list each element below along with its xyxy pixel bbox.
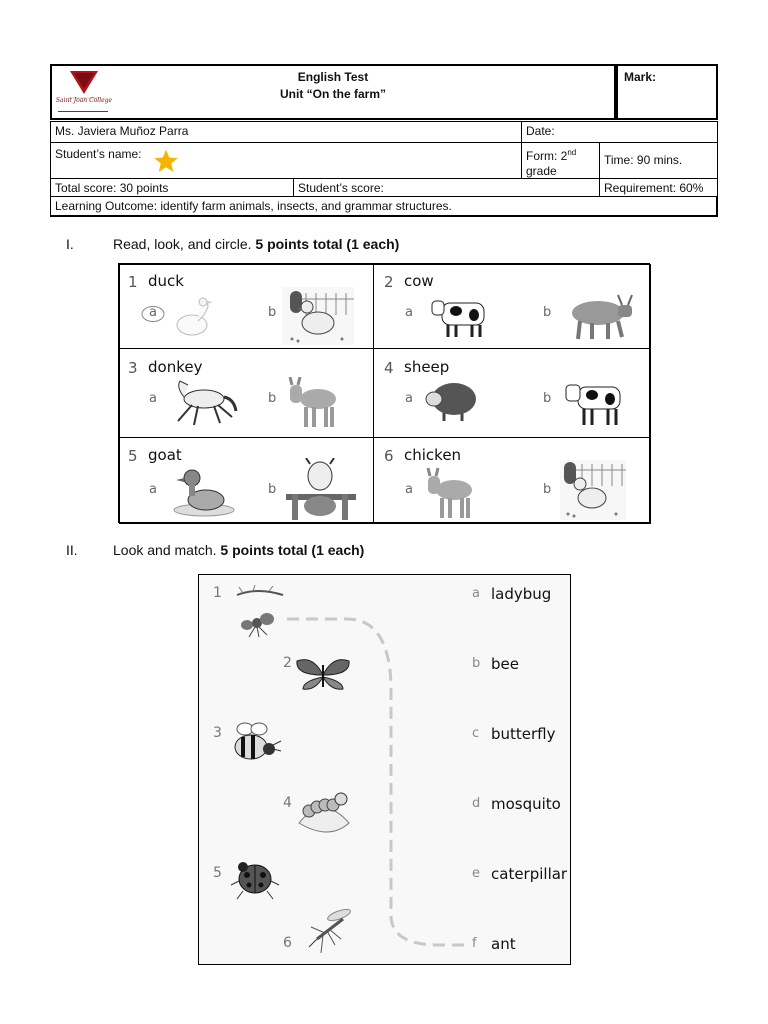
item-goat — [119, 437, 374, 524]
item-number: 6 — [384, 447, 394, 465]
option-b[interactable]: b — [268, 391, 277, 406]
student-score-cell[interactable] — [293, 178, 600, 197]
student-name-label: Student’s name: — [55, 147, 142, 161]
duck-in-water-image[interactable] — [172, 466, 236, 520]
picture-number: 3 — [213, 725, 222, 741]
section-2-instruction: Look and match. — [113, 542, 221, 558]
word-bee[interactable]: bee — [491, 655, 519, 673]
option-a[interactable]: a — [405, 482, 413, 497]
item-word: chicken — [404, 446, 462, 464]
student-name-cell[interactable] — [50, 142, 522, 179]
learning-outcome: Learning Outcome: identify farm animals, insects, and grammar structures. — [55, 199, 452, 213]
cow-image[interactable] — [562, 377, 626, 429]
duck-image[interactable] — [166, 293, 216, 341]
sheep-image[interactable] — [424, 379, 480, 423]
item-number: 2 — [384, 273, 394, 291]
option-a[interactable]: a — [405, 305, 413, 320]
mosquito-image[interactable] — [299, 905, 355, 959]
picture-number: 1 — [213, 585, 222, 601]
option-a[interactable]: a — [405, 391, 413, 406]
school-logo-text: Saint Joan College — [55, 97, 113, 104]
requirement: Requirement: 60% — [604, 181, 704, 195]
item-number: 4 — [384, 359, 394, 377]
caterpillar-image[interactable] — [295, 783, 353, 837]
option-a[interactable]: a — [149, 305, 157, 320]
picture-number: 5 — [213, 865, 222, 881]
form-sup: nd — [567, 148, 577, 157]
running-horse-image[interactable] — [170, 377, 240, 429]
picture-number: 6 — [283, 935, 292, 951]
word-mosquito[interactable]: mosquito — [491, 795, 561, 813]
option-a[interactable]: a — [149, 482, 157, 497]
section-1-instruction: Read, look, and circle. — [113, 236, 256, 252]
word-letter: b — [472, 656, 481, 671]
goat-at-fence-image[interactable] — [286, 458, 356, 520]
option-b[interactable]: b — [543, 391, 552, 406]
option-b[interactable]: b — [543, 305, 552, 320]
test-title: English Test — [297, 70, 369, 84]
option-b[interactable]: b — [543, 482, 552, 497]
form-grade: grade — [526, 164, 557, 178]
picture-number: 4 — [283, 795, 292, 811]
word-letter: a — [472, 586, 480, 601]
item-number: 5 — [128, 447, 138, 465]
test-header — [50, 64, 718, 222]
item-word: duck — [148, 272, 184, 290]
item-word: donkey — [148, 358, 203, 376]
ant-image[interactable] — [233, 585, 287, 641]
section-2-points: 5 points total (1 each) — [220, 542, 365, 558]
donkey-image[interactable] — [424, 466, 480, 522]
star-icon — [153, 148, 179, 174]
cow-image[interactable] — [428, 293, 490, 341]
chicken-in-yard-image[interactable] — [282, 287, 354, 345]
word-letter: d — [472, 796, 481, 811]
word-letter: e — [472, 866, 480, 881]
mark-label: Mark: — [624, 70, 657, 84]
test-unit: Unit “On the farm” — [279, 87, 386, 101]
word-ladybug[interactable]: ladybug — [491, 585, 552, 603]
student-score-label: Student’s score: — [298, 181, 384, 195]
requirement-cell — [599, 178, 718, 197]
mark-box — [616, 64, 718, 120]
option-b[interactable]: b — [268, 482, 277, 497]
teacher-cell — [50, 121, 522, 143]
form-label: Form: 2 — [526, 149, 568, 163]
item-word: goat — [148, 446, 182, 464]
teacher-name: Ms. Javiera Muñoz Parra — [55, 124, 189, 138]
exercise-1-grid — [118, 263, 650, 523]
item-word: cow — [404, 272, 434, 290]
ladybug-image[interactable] — [229, 857, 281, 901]
word-ant[interactable]: ant — [491, 935, 516, 953]
donkey-image[interactable] — [284, 377, 344, 431]
bee-image[interactable] — [229, 719, 283, 769]
learning-outcome-cell — [50, 196, 718, 217]
item-number: 1 — [128, 273, 138, 291]
section-2-number: II. — [66, 542, 78, 558]
section-1-points: 5 points total (1 each) — [255, 236, 400, 252]
word-butterfly[interactable]: butterfly — [491, 725, 556, 743]
option-b[interactable]: b — [268, 305, 277, 320]
option-a[interactable]: a — [149, 391, 157, 406]
date-label: Date: — [526, 124, 555, 138]
section-1-number: I. — [66, 236, 74, 252]
date-cell[interactable] — [521, 121, 718, 143]
item-chicken — [373, 437, 651, 524]
item-duck — [119, 264, 374, 349]
item-cow — [373, 264, 651, 349]
item-word: sheep — [404, 358, 450, 376]
word-letter: c — [472, 726, 480, 741]
word-letter: f — [472, 936, 477, 951]
item-donkey — [119, 348, 374, 438]
exercise-2-match-box — [198, 574, 571, 965]
butterfly-image[interactable] — [295, 655, 351, 695]
item-number: 3 — [128, 359, 138, 377]
total-score-cell — [50, 178, 294, 197]
total-score: Total score: 30 points — [55, 181, 169, 195]
time-cell — [599, 142, 718, 179]
form-cell — [521, 142, 600, 179]
time-label: Time: 90 mins. — [604, 153, 683, 167]
logo-underline — [58, 107, 108, 112]
chicken-in-yard-image[interactable] — [560, 460, 626, 520]
picture-number: 2 — [283, 655, 292, 671]
goat-image[interactable] — [562, 291, 642, 343]
word-caterpillar[interactable]: caterpillar — [491, 865, 568, 883]
item-sheep — [373, 348, 651, 438]
